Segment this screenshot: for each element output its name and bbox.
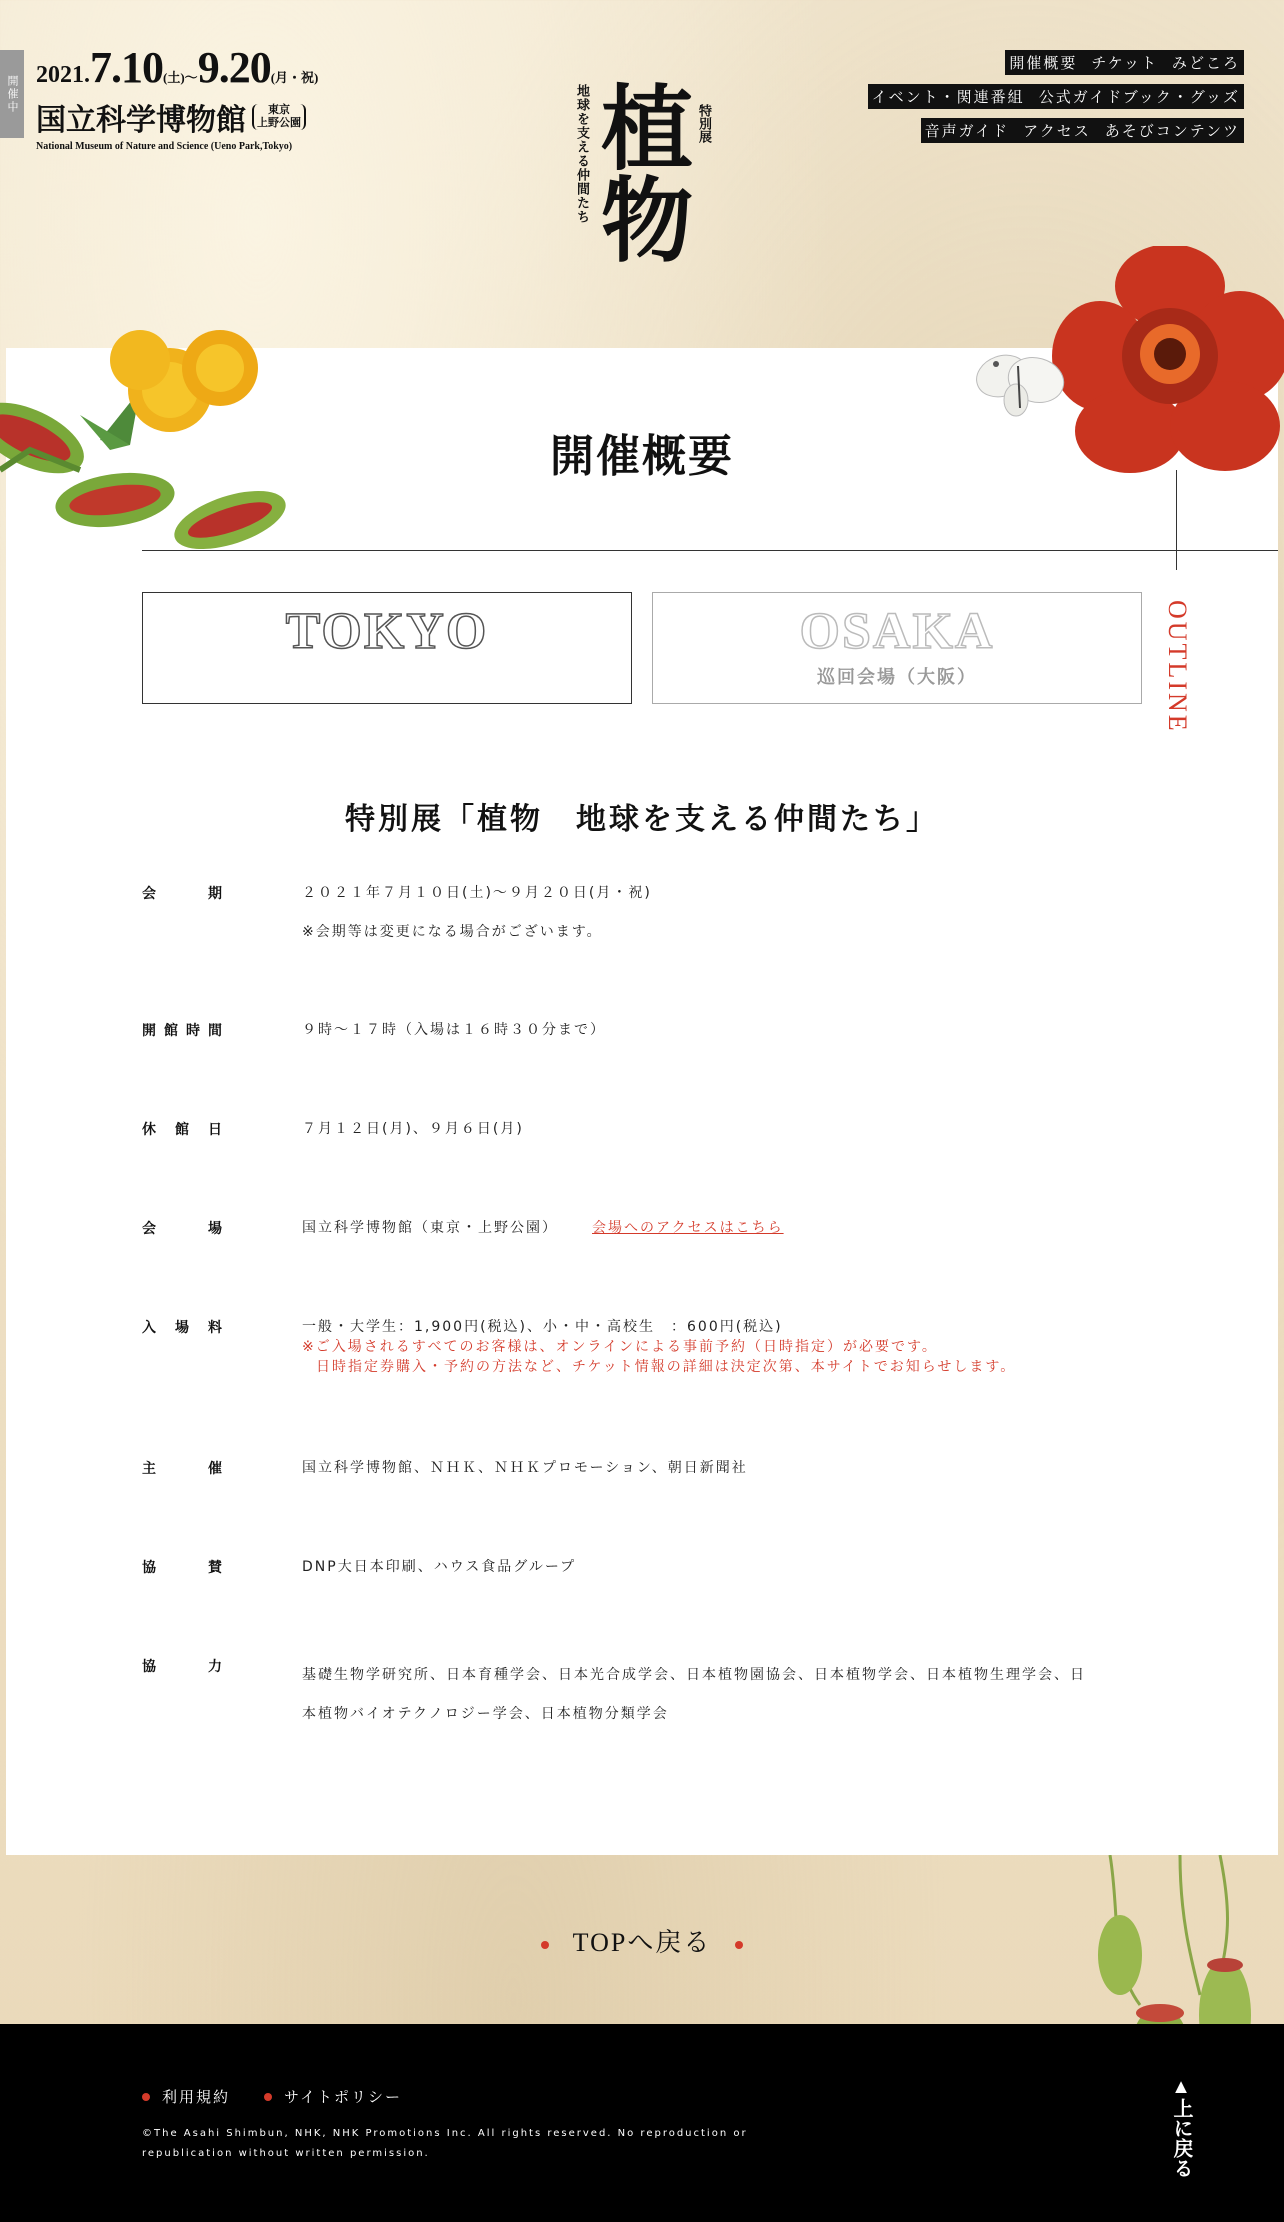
exhibition-date-venue (36, 42, 356, 152)
venue-value: 国立科学博物館（東京・上野公園） (302, 1220, 558, 1236)
bullet-icon (541, 1941, 549, 1949)
global-nav (868, 50, 1244, 143)
logo-title: 植物 (588, 80, 690, 264)
info-value-sponsor: DNP大日本印刷、ハウス食品グループ (302, 1559, 577, 1575)
footer-link-terms-label: 利用規約 (162, 2088, 231, 2106)
nav-guidebook-goods[interactable]: 公式ガイドブック・グッズ (1038, 88, 1240, 106)
label-char: 期 (208, 886, 222, 902)
nav-access[interactable]: アクセス (1023, 122, 1091, 140)
site-footer (0, 2024, 1284, 2222)
date-end: 9.20 (197, 43, 271, 92)
footer-link-terms[interactable] (142, 2086, 230, 2107)
fee-value: 一般・大学生：1,900円(税込)、小・中・高校生 ：600円(税込) (302, 1319, 783, 1335)
info-value-period (302, 883, 1142, 942)
footer-links (142, 2086, 402, 2107)
footer-link-policy-label: サイトポリシー (284, 2088, 402, 2106)
fee-note-reservation: ※ご入場されるすべてのお客様は、オンラインによる事前予約（日時指定）が必要です。 (302, 1339, 938, 1355)
outline-side-label: OUTLINE (1163, 600, 1192, 734)
label-char: 場 (208, 1221, 222, 1237)
venue-sub (252, 104, 306, 130)
label-char: 休 (142, 1122, 156, 1138)
venue-access-link[interactable]: 会場へのアクセスはこちら (592, 1220, 784, 1236)
tab-osaka[interactable] (652, 592, 1142, 704)
label-char: 会 (142, 1221, 156, 1237)
vertical-divider (1176, 470, 1177, 570)
exhibition-logo[interactable] (572, 80, 722, 275)
tab-osaka-sub: 巡回会場（大阪） (817, 667, 977, 688)
label-char: 開 (142, 1023, 156, 1039)
date-separator: 〜 (184, 70, 198, 85)
info-label-venue (142, 1218, 222, 1238)
venue-sub-park: 上野公園 (257, 117, 301, 129)
logo-tag: 特別展 (696, 104, 711, 143)
label-char: 料 (208, 1320, 222, 1336)
page-title: 開催概要 (550, 431, 734, 482)
label-char: 賛 (208, 1560, 222, 1576)
tab-tokyo-label: TOKYO (285, 603, 489, 660)
label-char: 協 (142, 1560, 156, 1576)
label-char: 時 (186, 1023, 200, 1039)
butterfly-image (970, 336, 1070, 426)
info-value-fee (302, 1317, 1142, 1377)
info-label-fee (142, 1317, 222, 1337)
nav-events[interactable]: イベント・関連番組 (871, 88, 1025, 106)
label-char: 会 (142, 886, 156, 902)
info-value-hours: ９時～１７時（入場は１６時３０分まで） (302, 1022, 606, 1038)
label-char: 力 (208, 1659, 222, 1675)
info-value-support (302, 1656, 1142, 1734)
tab-osaka-label: OSAKA (799, 603, 995, 660)
tab-tokyo[interactable] (142, 592, 632, 704)
info-label-support (142, 1656, 222, 1676)
nav-audio-guide[interactable]: 音声ガイド (924, 122, 1010, 140)
label-char: 館 (175, 1122, 189, 1138)
label-char: 協 (142, 1659, 156, 1675)
label-char: 場 (175, 1320, 189, 1336)
nav-highlights[interactable]: みどころ (1171, 54, 1240, 72)
bullet-icon (264, 2093, 272, 2101)
label-char: 日 (208, 1122, 222, 1138)
venue-english: National Museum of Nature and Science (Ueno Park,Tokyo) (36, 141, 293, 152)
info-label-closed (142, 1119, 222, 1139)
footer-link-policy[interactable] (264, 2086, 402, 2107)
rafflesia-flower-image (1050, 246, 1284, 476)
date-year: 2021. (36, 62, 90, 88)
support-value-line2: 本植物バイオテクノロジー学会、日本植物分類学会 (302, 1706, 669, 1722)
info-label-hours (142, 1020, 222, 1040)
info-label-sponsor (142, 1557, 222, 1577)
open-badge: 開催中 (0, 50, 24, 138)
copyright-text: ©The Asahi Shimbun, NHK, NHK Promotions Inc. All rights reserved. No reproduction or republication without written permission. (142, 2128, 748, 2159)
period-value: ２０２１年７月１０日(土)～９月２０日(月・祝) (302, 885, 652, 901)
page-top-button[interactable]: ▲上に戻る (1170, 2076, 1192, 2178)
rafflesia-core (1154, 338, 1186, 370)
label-char: 主 (142, 1461, 156, 1477)
nav-row-3 (921, 118, 1244, 143)
nav-ticket[interactable]: チケット (1091, 54, 1158, 72)
info-value-closed: ７月１２日(月)、９月６日(月) (302, 1121, 524, 1137)
date-end-day: (月・祝) (270, 70, 319, 85)
nav-row-1 (1005, 50, 1244, 75)
info-value-venue (302, 1218, 1142, 1238)
label-char: 入 (142, 1320, 156, 1336)
nav-row-2 (868, 84, 1244, 109)
venue-sub-city: 東京 (268, 104, 290, 116)
venus-flytrap-dandelion-image (0, 320, 350, 580)
label-char: 館 (164, 1023, 178, 1039)
support-value-line1: 基礎生物学研究所、日本育種学会、日本光合成学会、日本植物園協会、日本植物学会、日本植物生理学会、日 (302, 1667, 1086, 1683)
info-value-organizer: 国立科学博物館、ＮＨＫ、ＮＨＫプロモーション、朝日新聞社 (302, 1460, 748, 1476)
venue-text: 国立科学博物館 (36, 104, 246, 137)
date-start: 7.10 (90, 43, 163, 92)
label-char: 間 (208, 1023, 222, 1039)
logo-subtitle: 地球を支える仲間たち (574, 84, 589, 224)
venue-name (36, 95, 356, 139)
nav-outline[interactable]: 開催概要 (1009, 54, 1078, 72)
info-label-period (142, 883, 222, 903)
back-to-top-label: TOPへ戻る (572, 1928, 712, 1957)
nav-play-contents[interactable]: あそびコンテンツ (1104, 122, 1240, 140)
bullet-icon (142, 2093, 150, 2101)
back-to-top-link[interactable] (0, 1922, 1284, 1959)
exhibition-title: 特別展「植物 地球を支える仲間たち」 (345, 802, 939, 837)
exhibition-dates (36, 42, 356, 93)
period-note: ※会期等は変更になる場合がございます。 (302, 924, 603, 940)
date-start-day: (土) (163, 70, 185, 85)
info-label-organizer (142, 1458, 222, 1478)
label-char: 催 (208, 1461, 222, 1477)
fee-note-details: 日時指定券購入・予約の方法など、チケット情報の詳細は決定次第、本サイトでお知らせします。 (316, 1359, 1017, 1375)
bullet-icon (735, 1941, 743, 1949)
